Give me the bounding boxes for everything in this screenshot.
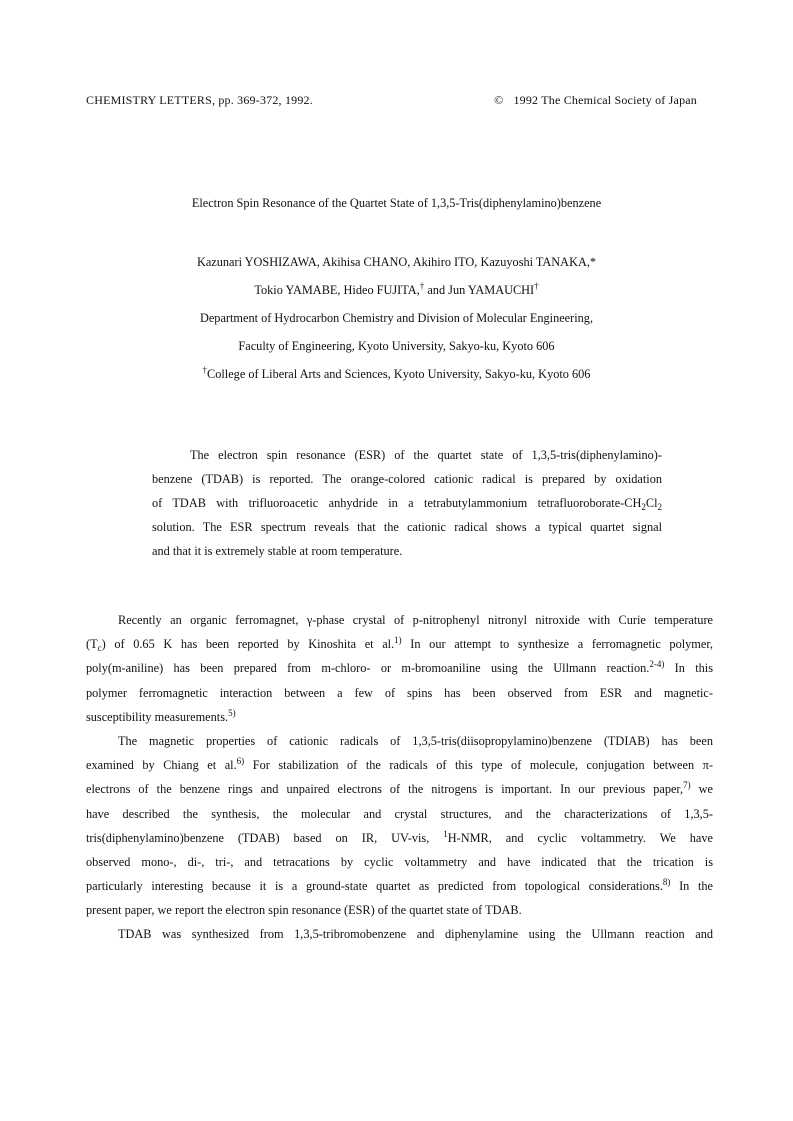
author-text: and Jun YAMAUCHI — [424, 283, 535, 297]
body-line — [86, 656, 713, 680]
abstract-line: solution. The ESR spectrum reveals that the cationic radical shows a typical quartet signal — [152, 520, 662, 534]
affiliation-3 — [0, 360, 793, 388]
body-line: have described the synthesis, the molecular and crystal structures, and the characterizations of 1,3,5- — [86, 806, 713, 821]
body-line: observed mono-, di-, tri-, and tetracations by cyclic voltammetry and have indicated that the trication is — [86, 854, 713, 869]
body-text-span: particularly interesting because it is a ground-state quartet as predicted from topological considerations. — [86, 879, 663, 894]
body-line — [86, 705, 713, 729]
abstract — [152, 443, 662, 563]
subscript: 2 — [641, 502, 646, 512]
subscript: c — [97, 643, 102, 654]
body-line: The magnetic properties of cationic radicals of 1,3,5-tris(diisopropylamino)benzene (TDIAB) has been — [118, 733, 713, 748]
dagger-mark: † — [534, 281, 539, 291]
body-text-span: electrons of the benzene rings and unpaired electrons of the nitrogens is important. In our previous paper, — [86, 782, 684, 797]
author-block — [0, 248, 793, 388]
author-line-1: Kazunari YOSHIZAWA, Akihisa CHANO, Akihiro ITO, Kazuyoshi TANAKA,* — [196, 255, 597, 269]
abstract-line: benzene (TDAB) is reported. The orange-colored cationic radical is prepared by oxidation — [152, 472, 662, 486]
body-text-span: In the — [670, 879, 714, 894]
running-header — [86, 93, 697, 109]
dagger-mark: † — [202, 365, 208, 375]
body-text — [86, 608, 713, 947]
abstract-line — [152, 491, 662, 515]
abstract-line: and that it is extremely stable at room temperature. — [152, 544, 403, 558]
reference-mark: 5) — [228, 707, 236, 718]
body-line: polymer ferromagnetic interaction between a few of spins has been observed from ESR and magnetic- — [86, 685, 713, 700]
body-line — [86, 632, 713, 656]
abstract-text: of TDAB with trifluoroacetic anhydride in a tetrabutylammonium tetrafluoroborate-CH — [152, 496, 642, 510]
body-line — [86, 826, 713, 850]
body-text-span: H-NMR, and cyclic voltammetry. We have — [447, 830, 713, 845]
reference-mark: 2-4) — [649, 659, 665, 670]
body-text-span: In our attempt to synthesize a ferromagnetic polymer, — [401, 637, 713, 652]
body-text-span: tris(diphenylamino)benzene (TDAB) based on IR, UV-vis, — [86, 830, 444, 845]
body-text-span: ) of 0.65 K has been reported by Kinoshita et al. — [101, 637, 395, 652]
reference-mark: 7) — [683, 780, 691, 791]
body-text-span: susceptibility measurements. — [86, 709, 229, 724]
copyright-notice — [494, 93, 697, 108]
author-line-2 — [0, 276, 793, 304]
subscript: 2 — [657, 502, 662, 512]
body-line — [86, 874, 713, 898]
body-text-span: examined by Chiang et al. — [86, 758, 237, 773]
reference-mark: 1) — [394, 635, 402, 646]
body-line — [86, 753, 713, 777]
body-line: present paper, we report the electron spin resonance (ESR) of the quartet state of TDAB. — [86, 903, 522, 918]
affiliation-text: College of Liberal Arts and Sciences, Kyoto University, Sakyo-ku, Kyoto 606 — [207, 367, 591, 381]
body-text-span: (T — [86, 637, 98, 652]
body-text-span: poly(m-aniline) has been prepared from m-chloro- or m-bromoaniline using the Ullmann reaction. — [86, 661, 650, 676]
body-text-span: we — [690, 782, 713, 797]
abstract-line: The electron spin resonance (ESR) of the quartet state of 1,3,5-tris(diphenylamino)- — [190, 448, 662, 462]
superscript: 1 — [443, 828, 448, 839]
body-line — [86, 777, 713, 801]
paper-title: Electron Spin Resonance of the Quartet State of 1,3,5-Tris(diphenylamino)benzene — [191, 196, 602, 210]
abstract-text: Cl — [645, 496, 658, 510]
copyright-icon: © — [494, 93, 504, 107]
affiliation-1: Department of Hydrocarbon Chemistry and Division of Molecular Engineering, — [199, 311, 594, 325]
body-line: TDAB was synthesized from 1,3,5-tribromobenzene and diphenylamine using the Ullmann reaction and — [118, 927, 713, 942]
journal-citation: CHEMISTRY LETTERS, pp. 369-372, 1992. — [86, 93, 313, 107]
author-text: Tokio YAMABE, Hideo FUJITA, — [254, 283, 420, 297]
body-text-span: For stabilization of the radicals of this type of molecule, conjugation between π- — [244, 758, 713, 773]
dagger-mark: † — [419, 281, 425, 291]
reference-mark: 6) — [236, 756, 245, 767]
body-text-span: In this — [664, 661, 713, 676]
reference-mark: 8) — [662, 877, 671, 888]
affiliation-2: Faculty of Engineering, Kyoto University, Sakyo-ku, Kyoto 606 — [238, 339, 555, 353]
copyright-text: 1992 The Chemical Society of Japan — [513, 93, 697, 107]
body-line: Recently an organic ferromagnet, γ-phase crystal of p-nitrophenyl nitronyl nitroxide with Curie temperature — [118, 613, 713, 627]
